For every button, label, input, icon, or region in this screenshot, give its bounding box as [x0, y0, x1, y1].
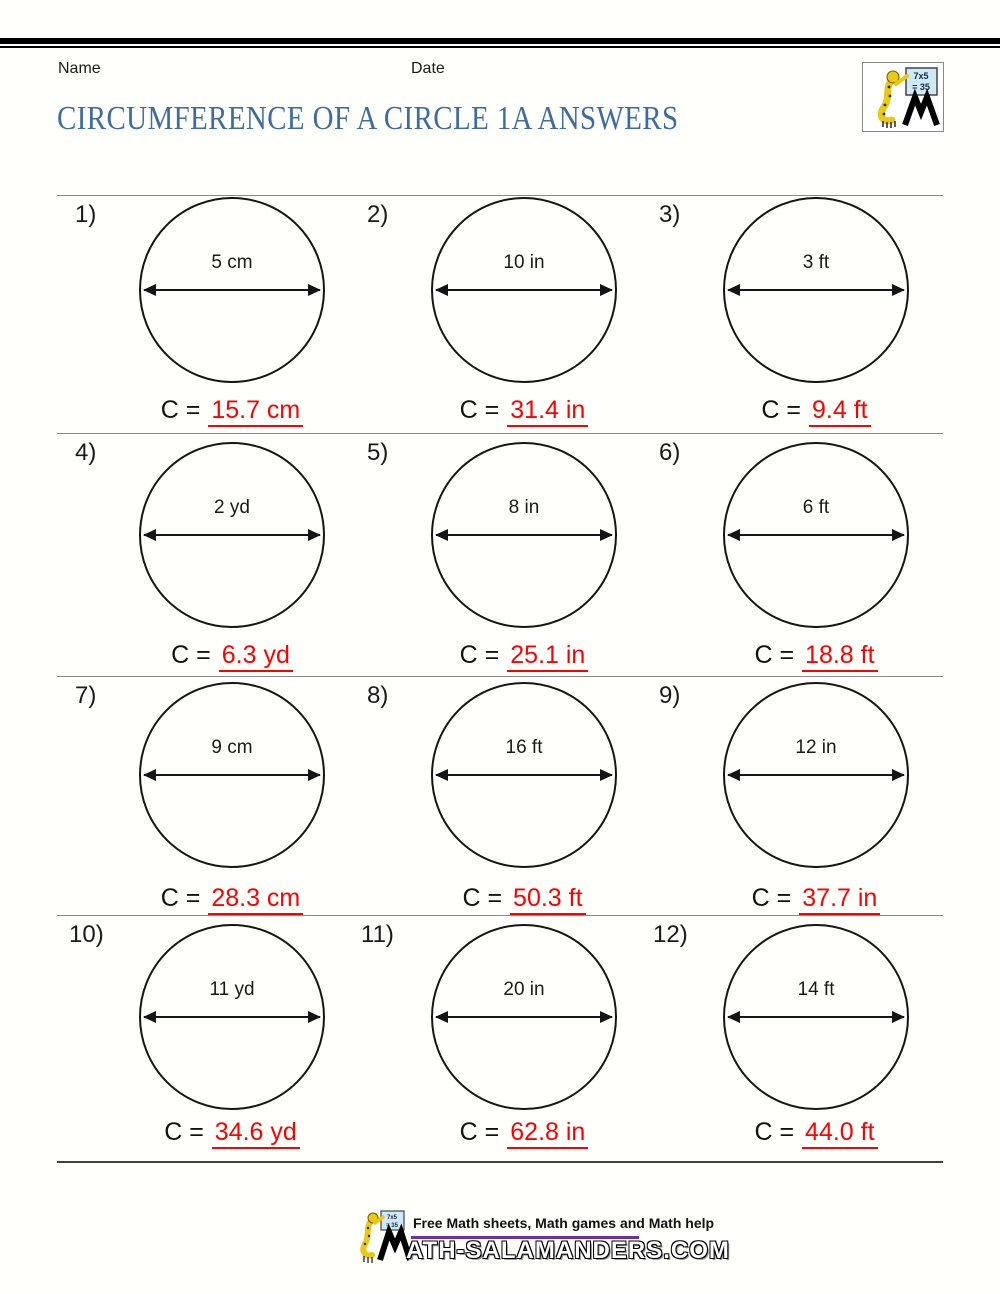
answer-value: 37.7 in [799, 884, 880, 915]
answer-prefix: C = [160, 884, 201, 912]
answer-prefix: C = [459, 396, 500, 424]
answer-prefix: C = [754, 1118, 795, 1146]
logo-board-line1: 7x5 [913, 71, 929, 81]
answer-line [99, 1118, 365, 1147]
problem-5 [367, 433, 617, 669]
problem-4 [75, 433, 325, 669]
footer-tagline: Free Math sheets, Math games and Math help [413, 1215, 715, 1231]
answer-line [683, 641, 949, 670]
diameter-arrow-icon [144, 1016, 320, 1018]
problem-number: 9) [659, 682, 681, 709]
problem-2 [367, 195, 617, 425]
answer-value: 34.6 yd [212, 1118, 300, 1149]
problem-12 [653, 915, 909, 1146]
answer-line [99, 641, 365, 670]
diameter-arrow-icon [436, 1016, 612, 1018]
footer-board-line2: = 35 [386, 1223, 398, 1229]
answer-value: 44.0 ft [802, 1118, 878, 1149]
diameter-label: 6 ft [802, 497, 830, 518]
problem-number: 6) [659, 439, 681, 466]
answer-value: 9.4 ft [809, 396, 871, 427]
bottom-rule [57, 1161, 943, 1163]
problem-8 [367, 676, 617, 912]
footer-site-name: ATH-SALAMANDERS.COM [406, 1237, 730, 1264]
problem-number: 7) [75, 682, 97, 709]
answer-prefix: C = [761, 396, 801, 424]
problem-number: 8) [367, 682, 389, 709]
diameter-label: 10 in [503, 252, 545, 273]
answer-value: 25.1 in [507, 641, 588, 672]
footer-board-line1: 7x5 [386, 1215, 398, 1221]
answer-line [391, 884, 657, 913]
problem-number: 11) [361, 921, 394, 948]
diameter-arrow-icon [144, 534, 320, 536]
problem-3 [659, 195, 909, 425]
problem-9 [659, 676, 909, 912]
answer-value: 31.4 in [507, 396, 588, 427]
answer-line [683, 884, 949, 913]
diameter-arrow-icon [728, 534, 904, 536]
diameter-arrow-icon [436, 289, 612, 291]
answer-prefix: C = [462, 884, 503, 912]
answer-value: 6.3 yd [219, 641, 293, 672]
answer-line [391, 1118, 657, 1147]
top-rule-thick [0, 38, 1000, 44]
diameter-label: 20 in [503, 979, 545, 1000]
diameter-label: 11 yd [209, 979, 255, 1000]
date-label: Date [411, 60, 445, 77]
problem-number: 1) [75, 201, 97, 228]
diameter-label: 3 ft [802, 252, 830, 273]
diameter-arrow-icon [144, 774, 320, 776]
problem-6 [659, 433, 909, 669]
answer-line [99, 396, 365, 425]
top-rule-thin [0, 46, 1000, 48]
problem-1 [75, 195, 325, 425]
answer-line [683, 1118, 949, 1147]
diameter-label: 14 ft [797, 979, 835, 1000]
problem-number: 12) [653, 921, 688, 948]
name-label: Name [58, 60, 101, 77]
diameter-label: 9 cm [211, 737, 253, 758]
answer-prefix: C = [459, 641, 500, 669]
answer-value: 18.8 ft [802, 641, 878, 672]
diameter-arrow-icon [728, 1016, 904, 1018]
diameter-label: 16 ft [505, 737, 543, 758]
problem-number: 3) [659, 201, 681, 228]
page-title: CIRCUMFERENCE OF A CIRCLE 1A ANSWERS [57, 100, 679, 137]
diameter-arrow-icon [436, 534, 612, 536]
diameter-arrow-icon [436, 774, 612, 776]
problem-11 [361, 915, 617, 1146]
answer-value: 28.3 cm [208, 884, 303, 915]
answer-value: 15.7 cm [208, 396, 303, 427]
diameter-arrow-icon [728, 774, 904, 776]
salamander-logo [862, 62, 944, 132]
answer-prefix: C = [751, 884, 792, 912]
problem-number: 5) [367, 439, 389, 466]
problem-number: 4) [75, 439, 97, 466]
problem-7 [75, 676, 325, 912]
diameter-label: 2 yd [214, 497, 250, 518]
diameter-label: 5 cm [211, 252, 253, 273]
answer-line [391, 396, 657, 425]
problem-number: 10) [69, 921, 104, 948]
diameter-arrow-icon [728, 289, 904, 291]
answer-line [99, 884, 365, 913]
answer-prefix: C = [160, 396, 201, 424]
answer-value: 62.8 in [507, 1118, 588, 1149]
answer-prefix: C = [164, 1118, 204, 1146]
answer-prefix: C = [459, 1118, 500, 1146]
answer-prefix: C = [171, 641, 211, 669]
diameter-label: 8 in [508, 497, 540, 518]
logo-board-line2: = 35 [912, 82, 930, 92]
salamander-logo-icon [863, 63, 941, 129]
diameter-label: 12 in [795, 737, 837, 758]
answer-prefix: C = [754, 641, 795, 669]
answer-line [683, 396, 949, 425]
answer-value: 50.3 ft [510, 884, 586, 915]
answer-line [391, 641, 657, 670]
diameter-arrow-icon [144, 289, 320, 291]
problem-number: 2) [367, 201, 389, 228]
problem-10 [69, 915, 325, 1146]
